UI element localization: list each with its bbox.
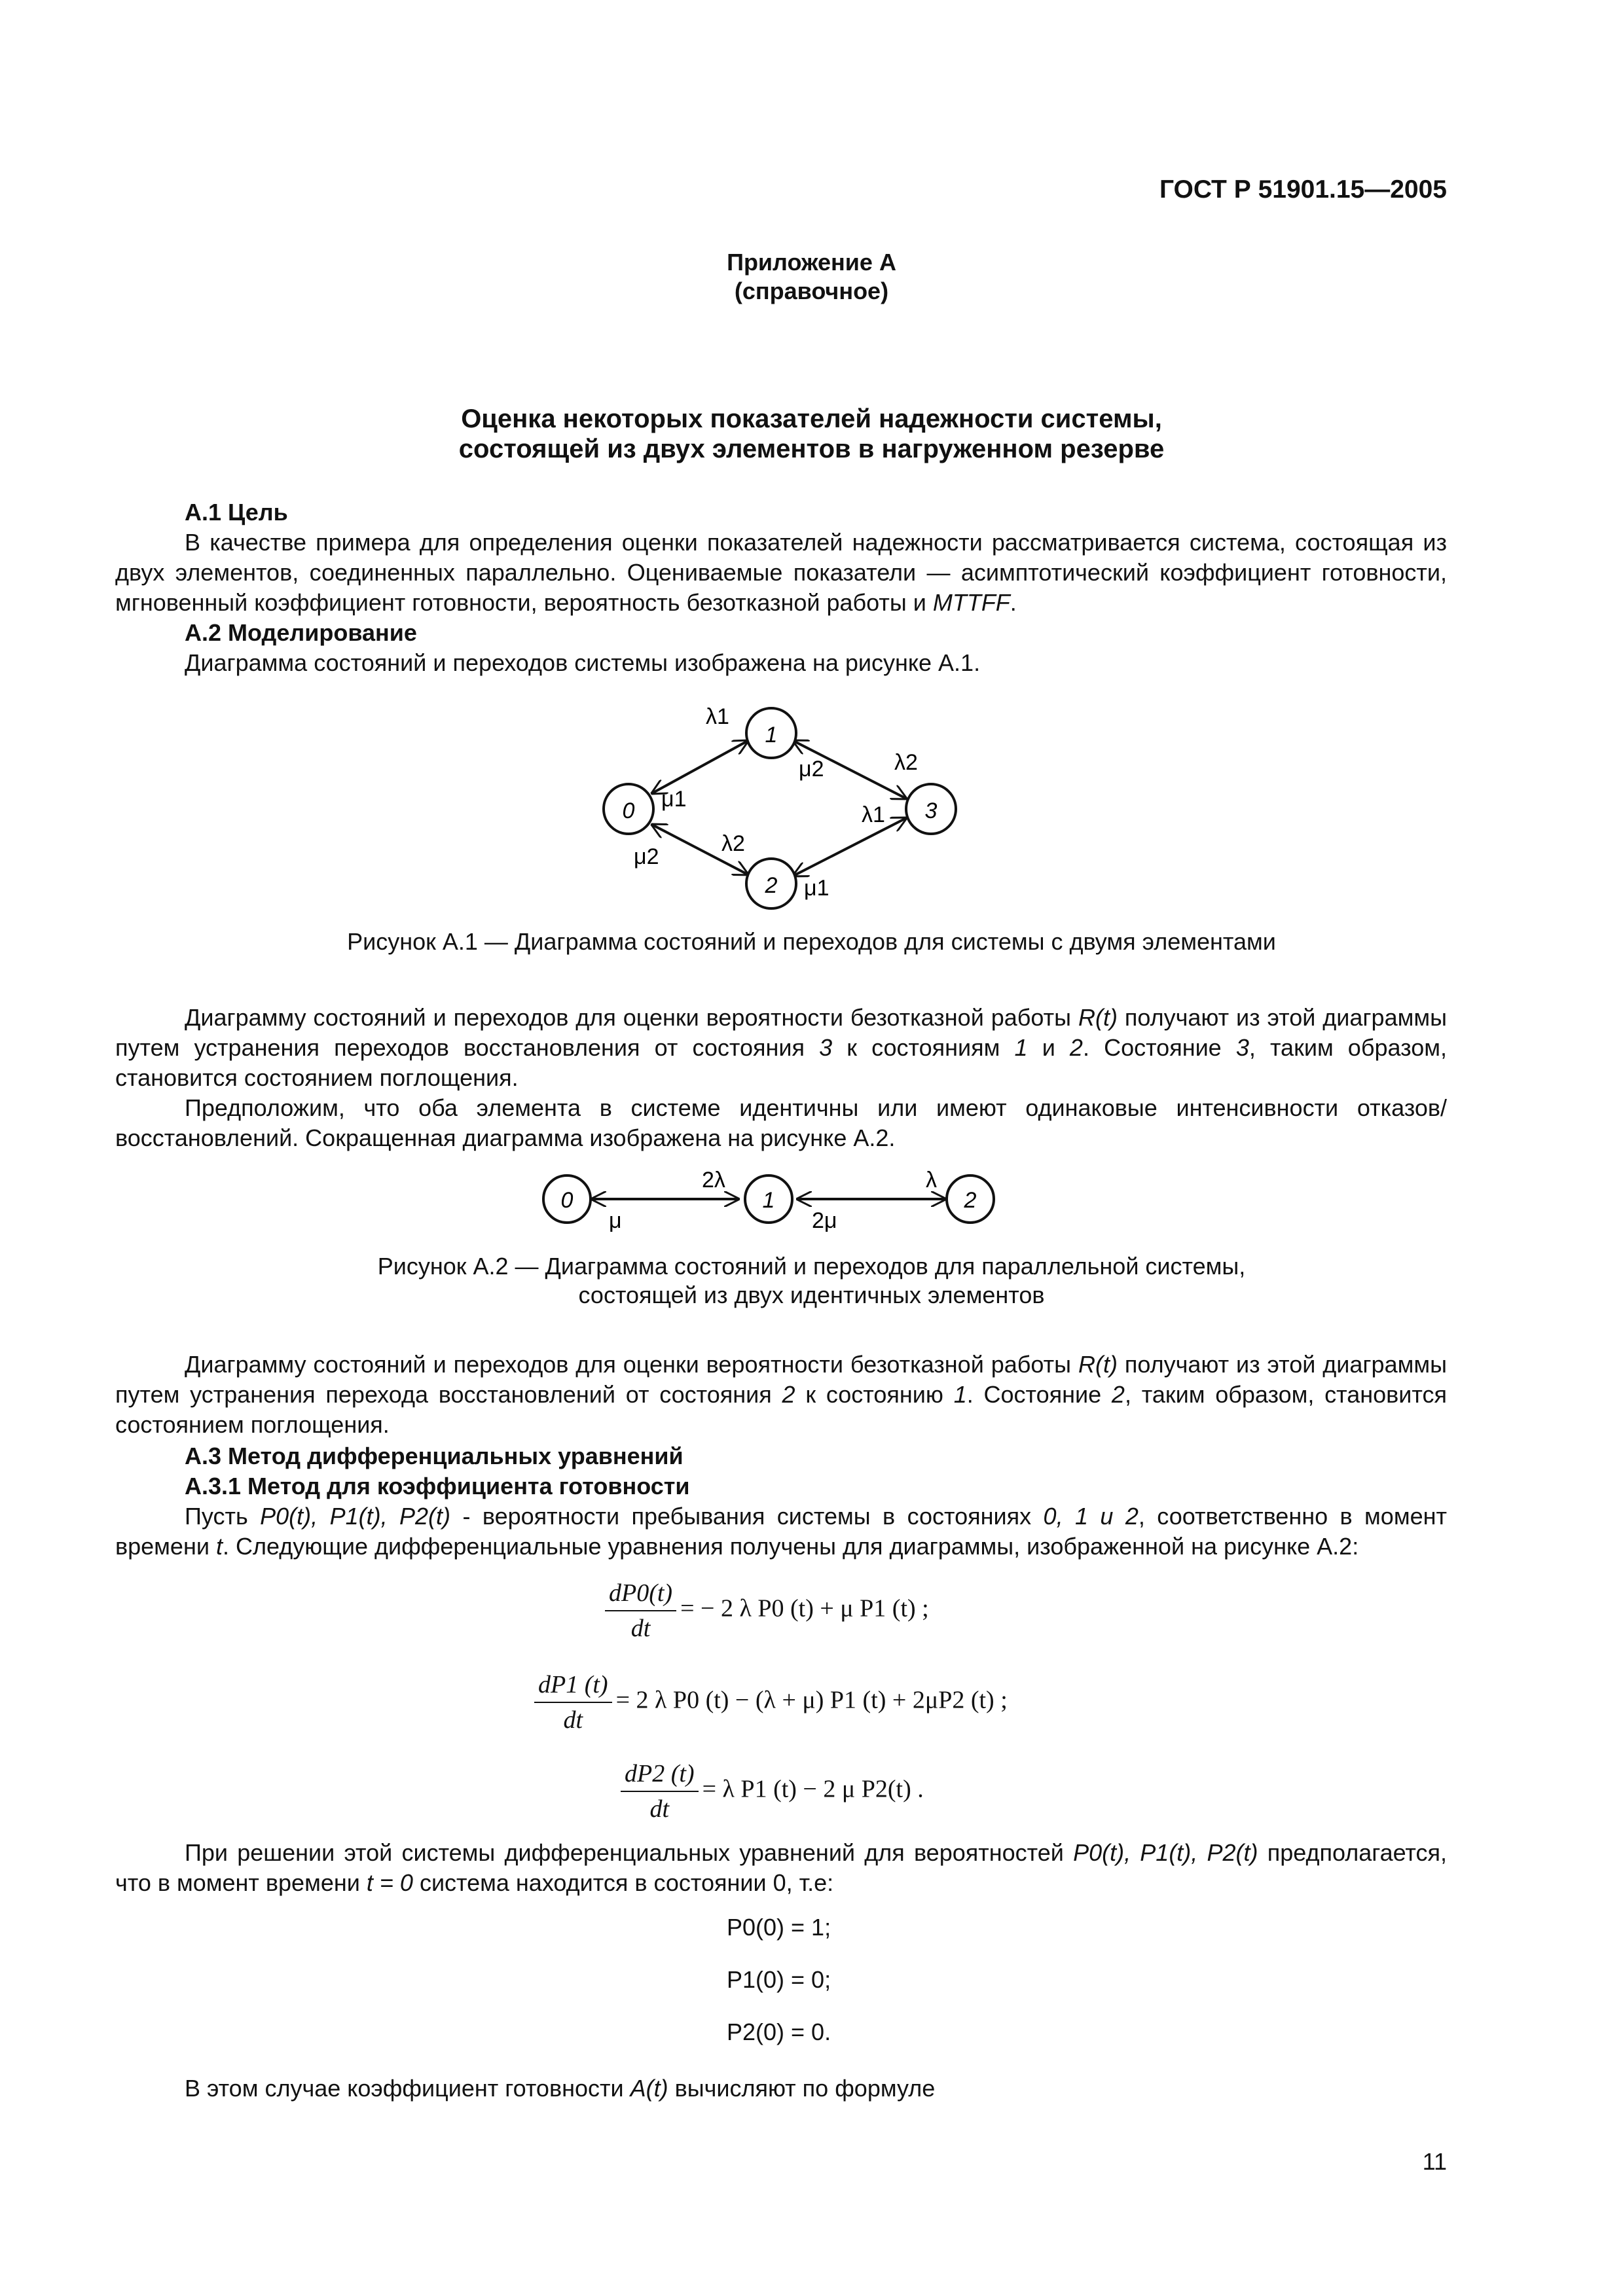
p1-text-e: . Состояние	[1082, 1034, 1222, 1061]
state-0-label: 0	[622, 798, 635, 823]
a1-text: В качестве примера для определения оценки показателей надежности рассматривается система, состоящая из двух элементов, соединенных параллельно. Оцениваемые показатели — асимптотический коэффициент готовности, мгновенный коэффициент готовности, вероятность безотказной работы и	[115, 529, 1447, 616]
eq2-denominator: dt	[563, 1706, 583, 1734]
arrow-0-1	[652, 741, 748, 793]
p5-vars: P0(t), P1(t), P2(t)	[1073, 1839, 1258, 1866]
title-line-1: Оценка некоторых показателей надежности системы,	[461, 404, 1162, 433]
annex-type: (справочное)	[734, 278, 889, 304]
paragraph-6	[185, 2075, 935, 2102]
paragraph-4	[115, 1501, 1447, 1562]
eq1-numerator: dP0(t)	[605, 1579, 676, 1611]
p1-state2: 2	[1069, 1034, 1083, 1061]
annex-label: Приложение А	[727, 249, 896, 276]
p4-vars: P0(t), P1(t), P2(t)	[260, 1503, 451, 1530]
p3-state2b: 2	[1111, 1381, 1125, 1408]
p5-text-c: система находится в состоянии 0, т.е:	[419, 1869, 834, 1896]
p3-text-e: , таким образом, становится состоянием поглощения.	[115, 1381, 1447, 1438]
label-mu2-left: μ2	[634, 844, 659, 869]
p1-text-c: к состояниям	[847, 1034, 1000, 1061]
a1-mttff: MTTFF	[932, 589, 1010, 616]
paragraph-5	[115, 1838, 1447, 1898]
figure-a2-diagram	[537, 1160, 1034, 1232]
label-mu2-mid: μ2	[799, 757, 824, 781]
p1-state3b: 3	[1235, 1034, 1249, 1061]
label-mu: μ	[609, 1208, 622, 1232]
p1-text-b: получают из этой диаграммы путем устранения переходов восстановления от состояния	[115, 1004, 1447, 1061]
eq3-rhs: = λ P1 (t) − 2 μ P2(t) .	[702, 1775, 924, 1803]
p6-text-a: В этом случае коэффициент готовности	[185, 2075, 624, 2102]
initial-condition-1: P0(0) = 1;	[727, 1914, 831, 1941]
state-2-label: 2	[964, 1188, 977, 1213]
document-code: ГОСТ Р 51901.15—2005	[1159, 175, 1447, 204]
state-1-label: 1	[765, 723, 778, 747]
p3-state1: 1	[953, 1381, 967, 1408]
figure-a1-diagram	[576, 694, 982, 910]
section-a2-intro: Диаграмма состояний и переходов системы изображена на рисунке А.1.	[185, 649, 981, 676]
a1-end: .	[1010, 589, 1017, 616]
p4-t: t	[215, 1533, 223, 1560]
label-lambda1-mid: λ1	[862, 802, 885, 827]
section-a31-heading: А.3.1 Метод для коэффициента готовности	[185, 1473, 690, 1499]
p1-text-d: и	[1042, 1034, 1055, 1061]
label-two-lambda: 2λ	[702, 1168, 725, 1193]
figure-a2-caption-line-2: состоящей из двух идентичных элементов	[578, 1282, 1045, 1308]
eq3-denominator: dt	[649, 1795, 670, 1823]
title-line-2: состоящей из двух элементов в нагруженном резерве	[458, 435, 1165, 463]
label-mu1-left: μ1	[661, 787, 687, 812]
p4-text-b: - вероятности пребывания системы в состояниях	[462, 1503, 1032, 1530]
paragraph-2	[115, 1093, 1447, 1153]
page-number: 11	[1422, 2148, 1447, 2175]
initial-condition-3: P2(0) = 0.	[727, 2018, 831, 2045]
p4-states: 0, 1 и 2	[1043, 1503, 1139, 1530]
figure-a1-caption: Рисунок А.1 — Диаграмма состояний и переходов для системы с двумя элементами	[347, 928, 1276, 955]
p3-text-c: к состоянию	[805, 1381, 943, 1408]
p4-text-d: . Следующие дифференциальные уравнения получены для диаграммы, изображенной на рисунке А.2:	[222, 1533, 1359, 1560]
section-a1-heading: А.1 Цель	[185, 499, 288, 526]
equation-2	[534, 1670, 1008, 1734]
p6-at: A(t)	[630, 2075, 668, 2102]
label-mu1-bottom: μ1	[804, 876, 830, 901]
eq1-denominator: dt	[630, 1615, 651, 1642]
label-lambda2-right: λ2	[894, 750, 918, 775]
label-two-mu: 2μ	[812, 1208, 837, 1232]
paragraph-1	[115, 1003, 1447, 1093]
p2-text: Предположим, что оба элемента в системе идентичны или имеют одинаковые интенсивности отказов/восстановлений. Сокращенная диаграмма изображена на рисунке А.2.	[115, 1094, 1447, 1151]
equation-1	[605, 1579, 929, 1643]
section-a2-heading: А.2 Моделирование	[185, 619, 417, 646]
p4-text-c: , соответственно в момент времени	[115, 1503, 1447, 1560]
label-lambda1-top: λ1	[706, 704, 729, 729]
figure-a2-caption-line-1: Рисунок А.2 — Диаграмма состояний и переходов для параллельной системы,	[377, 1253, 1246, 1280]
p3-rt: R(t)	[1078, 1351, 1118, 1378]
p5-text-b: предполагается, что в момент времени	[115, 1839, 1448, 1896]
state-1-label: 1	[762, 1188, 775, 1213]
p1-rt: R(t)	[1078, 1004, 1118, 1031]
initial-condition-2: P1(0) = 0;	[727, 1966, 831, 1993]
state-2-label: 2	[765, 873, 778, 898]
section-a1-text	[115, 528, 1447, 618]
p3-text-d: . Состояние	[966, 1381, 1102, 1408]
p3-text-a: Диаграмму состояний и переходов для оценки вероятности безотказной работы	[185, 1351, 1072, 1378]
state-0-label: 0	[560, 1188, 574, 1213]
eq2-rhs: = 2 λ P0 (t) − (λ + μ) P1 (t) + 2μP2 (t) ;	[615, 1686, 1008, 1714]
eq1-rhs: = − 2 λ P0 (t) + μ P1 (t) ;	[680, 1594, 929, 1623]
p3-text-b: получают из этой диаграммы путем устранения перехода восстановлений от состояния	[115, 1351, 1447, 1408]
paragraph-3	[115, 1350, 1447, 1440]
p1-text-a: Диаграмму состояний и переходов для оценки вероятности безотказной работы	[185, 1004, 1072, 1031]
eq3-numerator: dP2 (t)	[621, 1759, 699, 1792]
state-3-label: 3	[924, 798, 938, 823]
p6-text-b: вычисляют по формуле	[674, 2075, 936, 2102]
eq2-numerator: dP1 (t)	[534, 1670, 612, 1703]
p3-state2: 2	[782, 1381, 795, 1408]
label-lambda: λ	[926, 1168, 937, 1193]
p1-text-f: , таким образом, становится состоянием поглощения.	[115, 1034, 1447, 1091]
section-a3-heading: А.3 Метод дифференциальных уравнений	[185, 1443, 684, 1469]
p1-state3: 3	[819, 1034, 833, 1061]
p1-state1: 1	[1014, 1034, 1028, 1061]
label-lambda2-mid: λ2	[721, 831, 745, 856]
p5-text-a: При решении этой системы дифференциальных уравнений для вероятностей	[185, 1839, 1064, 1866]
p5-t0: t = 0	[366, 1869, 413, 1896]
equation-3	[621, 1759, 924, 1823]
p4-text-a: Пусть	[185, 1503, 248, 1530]
arrow-2-3	[793, 818, 906, 876]
